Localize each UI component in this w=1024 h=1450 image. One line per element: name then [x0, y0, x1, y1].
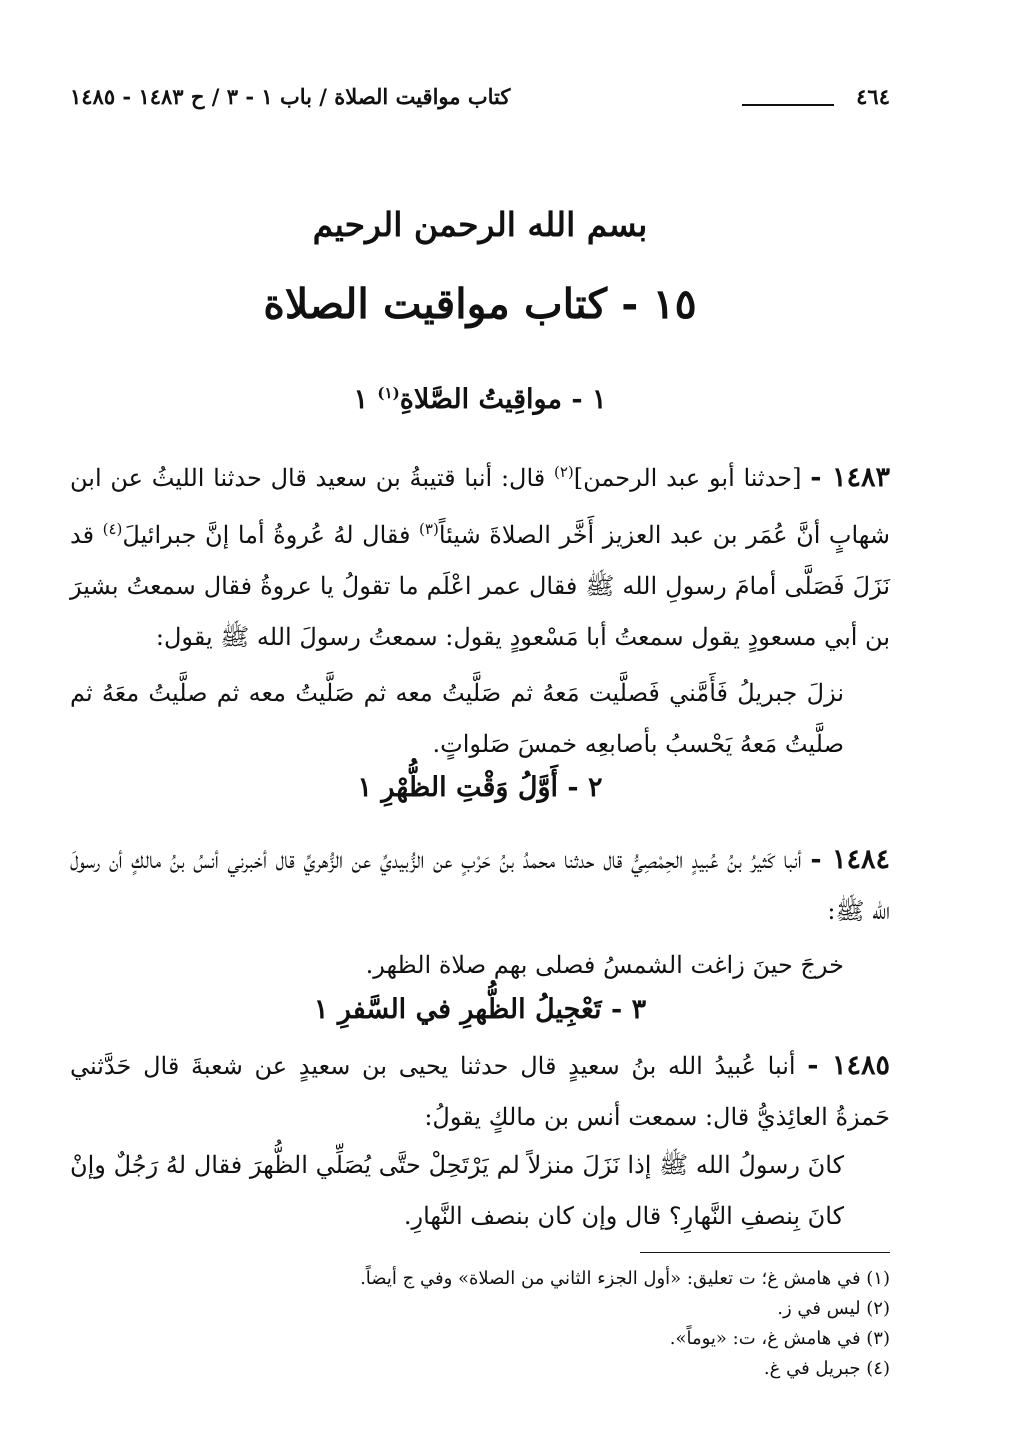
page-header — [70, 84, 890, 120]
chapter-count: ١ — [357, 772, 372, 803]
header-rule — [742, 104, 834, 106]
basmala: بسم الله الرحمن الرحيم — [312, 205, 648, 244]
footnotes — [70, 1264, 890, 1384]
hadith-matn-1484: خرجَ حينَ زاغت الشمسُ فصلى بهم صلاة الظهر. — [365, 951, 844, 979]
footnote-marker: (١) — [377, 384, 400, 402]
footnote-3: (٣) في هامش غ، ت: «يوماً». — [669, 1328, 890, 1349]
hadith-isnad-1485 — [70, 1040, 890, 1143]
chapter-heading-1 — [70, 384, 890, 415]
footnote-4: (٤) جبريل في غ. — [763, 1358, 890, 1379]
isnad-text: [حدثنا أبو عبد الرحمن] — [573, 464, 802, 492]
isnad-text: قد نَزَلَ فَصَلَّى أمامَ رسولِ الله ﷺ فقال عمر اعْلَم ما تقولُ يا عروةُ فقال سمعتُ بشيرَ بن أبي مسعودٍ يقول سمعتُ أبا مَسْعودٍ يقول: سمعتُ رسولَ الله ﷺ يقول: — [70, 521, 890, 651]
chapter-heading-3 — [70, 994, 890, 1025]
page-number: ٤٦٤ — [856, 84, 890, 109]
footnote-marker: (٢) — [554, 463, 574, 481]
footnote-marker: (٤) — [102, 520, 123, 538]
book-title: ١٥ - كتاب مواقيت الصلاة — [263, 280, 697, 328]
chapter-heading-text: ٢ - أَوَّلُ وَقْتِ الظُّهْرِ — [381, 772, 603, 803]
hadith-number: ١٤٨٥ - — [807, 1050, 890, 1081]
footnote-separator — [640, 1252, 890, 1253]
book-page — [70, 0, 890, 1450]
isnad-text: فقال لهُ عُروةُ أما إنَّ جبرائيلَ — [122, 521, 411, 549]
footnote-marker: (٣) — [419, 520, 439, 538]
chapter-count: ١ — [353, 384, 368, 415]
chapter-heading-text: ٣ - تَعْجِيلُ الظُّهرِ في السَّفرِ — [337, 994, 647, 1025]
hadith-number: ١٤٨٤ - — [810, 844, 890, 875]
hadith-number: ١٤٨٣ - — [810, 462, 890, 493]
hadith-isnad-1483 — [70, 447, 890, 663]
isnad-text: قال: أنبا قتيبةُ بن سعيد قال حدثنا الليثُ عن ابن شهابٍ أنَّ عُمَر بن عبد العزيز أَخَّر الصلاةَ شيئاً — [70, 464, 890, 549]
footnote-2: (٢) ليس في ز. — [777, 1298, 890, 1319]
hadith-matn-1483: نزلَ جبريلُ فَأَمَّني فَصلَّيت مَعهُ ثم صَلَّيتُ معه ثم صَلَّيتُ معه ثم صلَّيتُ معَهُ ثم صلَّيتُ مَعهُ يَحْسبُ بأصابعِه خمسَ صَلواتٍ. — [70, 679, 844, 758]
isnad-text: أنبا كَثيرُ بنُ عُبيدٍ الحِمْصِيُّ قال حدثنا محمدُ بنُ حَرْبٍ عن الزُّبيديِّ عن الزُّهريِّ قال أخبرني أنسُ بنُ مالكٍ أن رسولَ الله ﷺ: — [70, 846, 890, 925]
isnad-text: أنبا عُبيدُ الله بنُ سعيدٍ قال حدثنا يحيى بن سعيدٍ عن شعبةَ قال حَدَّثني حَمزةُ العائِذيُّ قال: سمعت أنس بن مالكٍ يقولُ: — [70, 1052, 890, 1131]
chapter-heading-text: ١ - مواقِيتُ الصَّلاةِ — [399, 384, 607, 415]
running-title: كتاب مواقيت الصلاة / باب ١ - ٣ / ح ١٤٨٣ - ١٤٨٥ — [70, 84, 511, 109]
chapter-heading-2 — [70, 772, 890, 803]
hadith-isnad-1484 — [70, 834, 890, 937]
footnote-1: (١) في هامش غ؛ ت تعليق: «أول الجزء الثاني من الصلاة» وفي ج أيضاً. — [360, 1268, 890, 1289]
chapter-count: ١ — [313, 994, 329, 1025]
hadith-matn-1485: كانَ رسولُ الله ﷺ إذا نَزَلَ منزلاً لم يَرْتَحِلْ حتَّى يُصَلِّي الظُّهرَ فقال لهُ رَجُلٌ وإنْ كانَ بِنصفِ النَّهارِ؟ قال وإن كان بنصف النَّهارِ. — [70, 1151, 844, 1230]
